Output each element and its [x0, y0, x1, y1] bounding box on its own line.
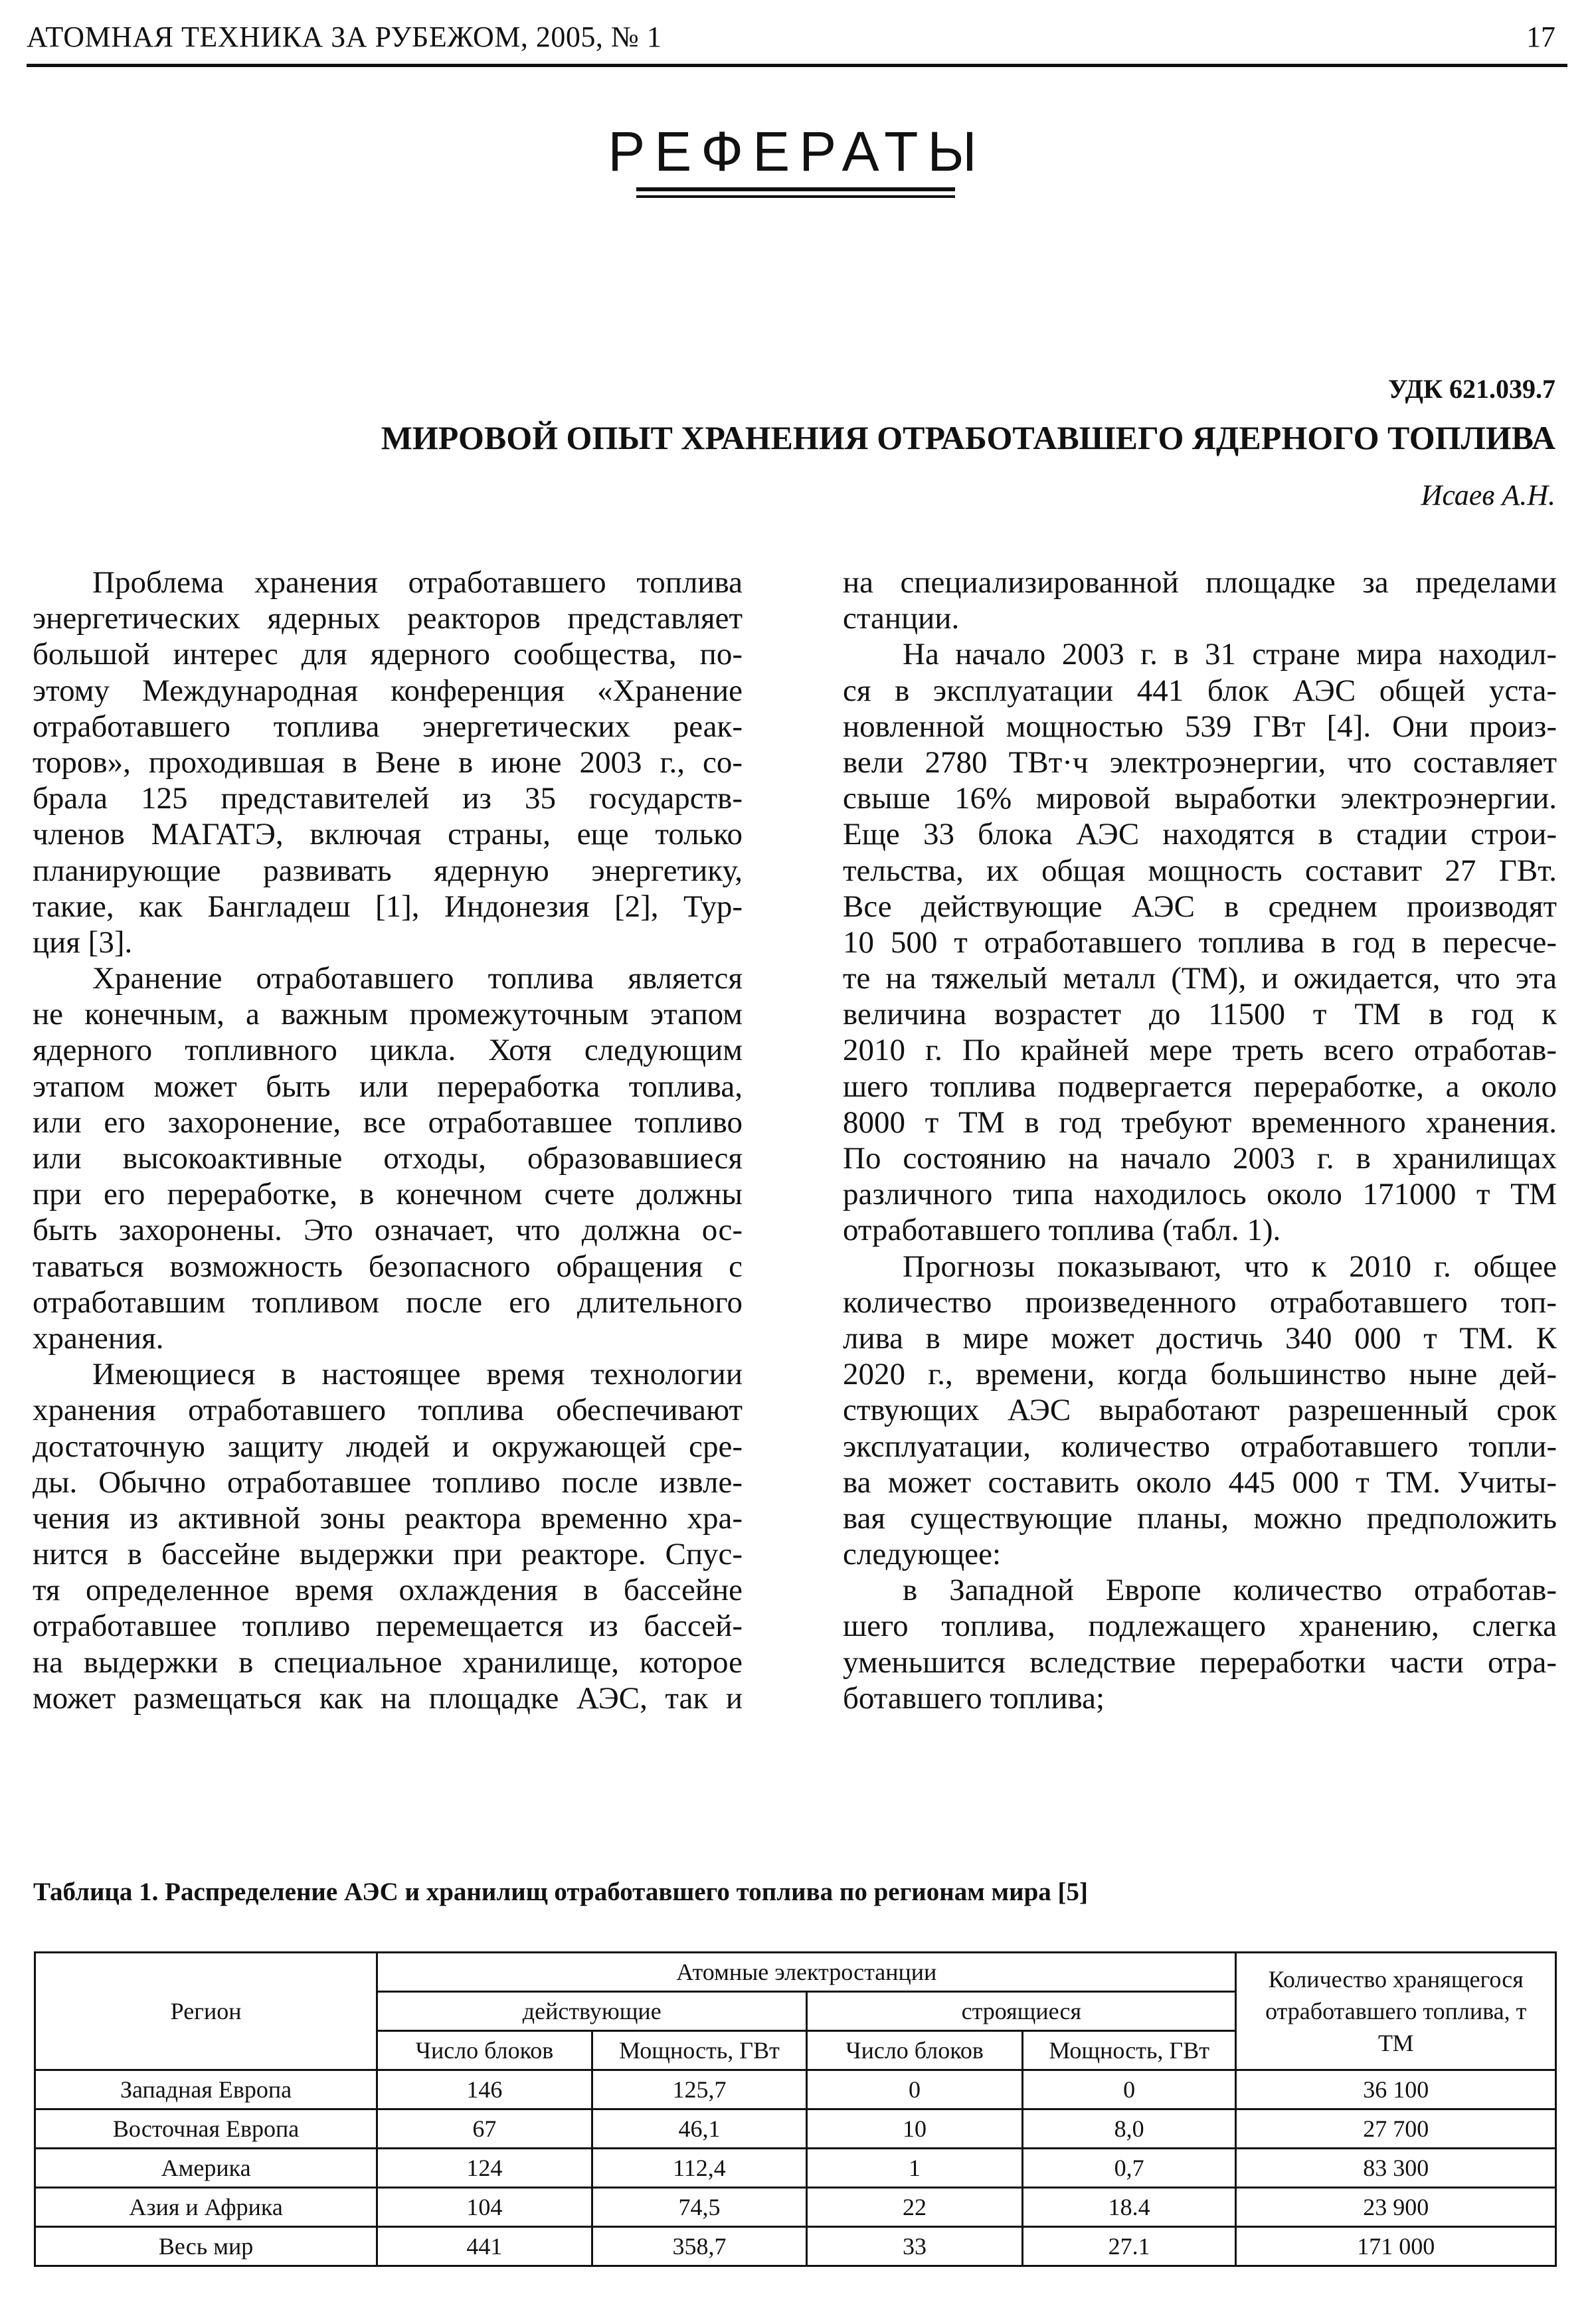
- text-line: такие, как Бангладеш [1], Индонезия [2], Тур-: [33, 889, 743, 924]
- text-line: По состоянию на начало 2003 г. в хранилищах: [843, 1141, 1557, 1176]
- text-line: этапом может быть или переработка топлива,: [33, 1069, 743, 1104]
- table-cell: 358,7: [592, 2227, 807, 2266]
- text-line: в Западной Европе количество отработав-: [903, 1573, 1557, 1608]
- text-line: при его переработке, в конечном счете должны: [33, 1177, 743, 1212]
- text-line: членов МАГАТЭ, включая страны, еще только: [33, 817, 743, 852]
- text-line: вели 2780 ТВт·ч электроэнергии, что составляет: [843, 745, 1557, 780]
- text-line: вая существующие планы, можно предположить: [843, 1500, 1557, 1536]
- table-cell: 27.1: [1022, 2227, 1236, 2266]
- text-line: брала 125 представителей из 35 государств-: [33, 781, 743, 816]
- text-line: ция [3].: [33, 925, 133, 960]
- text-line: шего топлива подвергается переработке, а около: [843, 1069, 1557, 1104]
- table-cell: Восточная Европа: [35, 2109, 377, 2149]
- text-line: быть захоронены. Это означает, что должна ос-: [33, 1213, 743, 1248]
- text-line: станции.: [843, 601, 960, 636]
- text-line: на специализированной площадке за пределами: [843, 565, 1557, 600]
- text-line: величина возрастет до 11500 т ТМ в год к: [843, 997, 1557, 1032]
- text-line: Проблема хранения отработавшего топлива: [92, 565, 743, 600]
- header-stored-fuel: Количество хранящегося отработавшего топлива, т ТМ: [1236, 1953, 1556, 2070]
- table-cell: 0,7: [1022, 2149, 1236, 2188]
- header-region: Регион: [35, 1953, 377, 2070]
- table-cell: Западная Европа: [35, 2070, 377, 2109]
- text-line: свыше 16% мировой выработки электроэнергии.: [843, 781, 1557, 816]
- text-line: 10 500 т отработавшего топлива в год в пересче-: [843, 925, 1557, 960]
- text-line: планирующие развивать ядерную энергетику,: [33, 853, 743, 888]
- table-cell: 0: [1022, 2070, 1236, 2109]
- text-line: ся в эксплуатации 441 блок АЭС общей уста-: [843, 673, 1557, 708]
- text-line: количество произведенного отработавшего топ-: [843, 1285, 1557, 1320]
- table-cell: Америка: [35, 2149, 377, 2188]
- table-cell: 74,5: [592, 2188, 807, 2227]
- header-power: Мощность, ГВт: [592, 2031, 807, 2070]
- text-line: Прогнозы показывают, что к 2010 г. общее: [903, 1249, 1557, 1284]
- table-cell: 36 100: [1236, 2070, 1556, 2109]
- table-cell: 1: [807, 2149, 1022, 2188]
- text-line: отработавшим топливом после его длительного: [33, 1285, 743, 1320]
- text-line: Хранение отработавшего топлива является: [92, 961, 743, 996]
- table-caption: Таблица 1. Распределение АЭС и хранилищ отработавшего топлива по регионам мира [5]: [33, 1878, 1089, 1906]
- text-line: отработавшего топлива (табл. 1).: [843, 1213, 1281, 1248]
- text-line: Еще 33 блока АЭС находятся в стадии строи-: [843, 817, 1557, 852]
- table-cell: 146: [377, 2070, 592, 2109]
- table-cell: Азия и Африка: [35, 2188, 377, 2227]
- text-line: хранения.: [33, 1320, 164, 1356]
- text-line: Имеющиеся в настоящее время технологии: [92, 1357, 743, 1392]
- table-cell: 67: [377, 2109, 592, 2149]
- text-line: новленной мощностью 539 ГВт [4]. Они произ-: [843, 709, 1557, 744]
- article-title: МИРОВОЙ ОПЫТ ХРАНЕНИЯ ОТРАБОТАВШЕГО ЯДЕРНОГО ТОПЛИВА: [381, 419, 1555, 456]
- text-line: чения из активной зоны реактора временно хра-: [33, 1500, 743, 1536]
- table-cell: 33: [807, 2227, 1022, 2266]
- text-line: Все действующие АЭС в среднем производят: [843, 889, 1557, 924]
- text-line: хранения отработавшего топлива обеспечивают: [33, 1393, 743, 1428]
- table-cell: 0: [807, 2070, 1022, 2109]
- table-cell: 23 900: [1236, 2188, 1556, 2227]
- table-cell: 125,7: [592, 2070, 807, 2109]
- table-row: [35, 2109, 1556, 2149]
- header-operating: действующие: [377, 1992, 807, 2031]
- text-line: достаточную защиту людей и окружающей сре-: [33, 1429, 743, 1464]
- table-cell: 8,0: [1022, 2109, 1236, 2149]
- header-units: Число блоков: [377, 2031, 592, 2070]
- udk-code: УДК 621.039.7: [1388, 374, 1555, 404]
- text-line: отработавшее топливо перемещается из бассей-: [33, 1609, 743, 1644]
- page-number: 17: [1526, 21, 1555, 53]
- text-line: На начало 2003 г. в 31 стране мира находил-: [903, 637, 1557, 672]
- table-cell: 18.4: [1022, 2188, 1236, 2227]
- text-line: или его захоронение, все отработавшее топливо: [33, 1105, 743, 1140]
- table-row: [35, 2070, 1556, 2109]
- text-line: 8000 т ТМ в год требуют временного хранения.: [843, 1105, 1557, 1140]
- table-row: [35, 2188, 1556, 2227]
- header-building: строящиеся: [807, 1992, 1236, 2031]
- text-line: энергетических ядерных реакторов представляет: [33, 601, 743, 636]
- table-cell: 124: [377, 2149, 592, 2188]
- text-line: торов», проходившая в Вене в июне 2003 г., со-: [33, 745, 743, 780]
- table-cell: 104: [377, 2188, 592, 2227]
- text-line: различного типа находилось около 171000 т ТМ: [843, 1177, 1557, 1212]
- table-cell: 46,1: [592, 2109, 807, 2149]
- body-column-right: [843, 565, 1557, 1716]
- text-line: те на тяжелый металл (ТМ), и ожидается, что эта: [843, 961, 1557, 996]
- text-line: отработавшего топлива энергетических реак-: [33, 709, 743, 744]
- table-cell: 22: [807, 2188, 1022, 2227]
- text-line: может размещаться как на площадке АЭС, так и: [33, 1680, 743, 1716]
- header-npp: Атомные электростанции: [377, 1953, 1236, 1992]
- text-line: лива в мире может достичь 340 000 т ТМ. К: [843, 1320, 1557, 1356]
- text-line: этому Международная конференция «Хранение: [33, 673, 743, 708]
- data-table: [34, 1951, 1557, 2267]
- text-line: ствующих АЭС выработают разрешенный срок: [843, 1393, 1557, 1428]
- text-line: на выдержки в специальное хранилище, которое: [33, 1645, 743, 1680]
- header-rule: [27, 64, 1567, 67]
- header-power-building: Мощность, ГВт: [1022, 2031, 1236, 2070]
- section-underline-1: [636, 187, 955, 191]
- text-line: шего топлива, подлежащего хранению, слегка: [843, 1609, 1557, 1644]
- table-cell: 83 300: [1236, 2149, 1556, 2188]
- table-cell: 441: [377, 2227, 592, 2266]
- table-cell: Весь мир: [35, 2227, 377, 2266]
- text-line: 2010 г. По крайней мере треть всего отработав-: [843, 1033, 1557, 1068]
- table-cell: 171 000: [1236, 2227, 1556, 2266]
- table-row: [35, 2149, 1556, 2188]
- body-column-left: [33, 565, 743, 1716]
- text-line: или высокоактивные отходы, образовавшиеся: [33, 1141, 743, 1176]
- text-line: ядерного топливного цикла. Хотя следующим: [33, 1033, 743, 1068]
- table-row: [35, 2227, 1556, 2266]
- table-cell: 10: [807, 2109, 1022, 2149]
- text-line: эксплуатации, количество отработавшего топли-: [843, 1429, 1557, 1464]
- text-line: таваться возможность безопасного обращения с: [33, 1249, 743, 1284]
- author: Исаев А.Н.: [1421, 479, 1555, 511]
- text-line: тя определенное время охлаждения в бассейне: [33, 1573, 743, 1608]
- text-line: ва может составить около 445 000 т ТМ. Учиты-: [843, 1465, 1557, 1500]
- header-units-building: Число блоков: [807, 2031, 1022, 2070]
- text-line: 2020 г., времени, когда большинство ныне дей-: [843, 1357, 1557, 1392]
- text-line: большой интерес для ядерного сообщества, по-: [33, 637, 743, 672]
- table-cell: 27 700: [1236, 2109, 1556, 2149]
- text-line: уменьшится вследствие переработки части отра-: [843, 1645, 1557, 1680]
- text-line: тельства, их общая мощность составит 27 ГВт.: [843, 853, 1557, 888]
- text-line: следующее:: [843, 1537, 1002, 1572]
- section-underline-2: [636, 195, 955, 198]
- text-line: ботавшего топлива;: [843, 1680, 1105, 1716]
- text-line: ды. Обычно отработавшее топливо после извле-: [33, 1465, 743, 1500]
- text-line: не конечным, а важным промежуточным этапом: [33, 997, 743, 1032]
- section-title: РЕФЕРАТЫ: [608, 120, 986, 183]
- table-cell: 112,4: [592, 2149, 807, 2188]
- running-head: АТОМНАЯ ТЕХНИКА ЗА РУБЕЖОМ, 2005, № 1: [27, 21, 662, 53]
- text-line: нится в бассейне выдержки при реакторе. Спус-: [33, 1537, 743, 1572]
